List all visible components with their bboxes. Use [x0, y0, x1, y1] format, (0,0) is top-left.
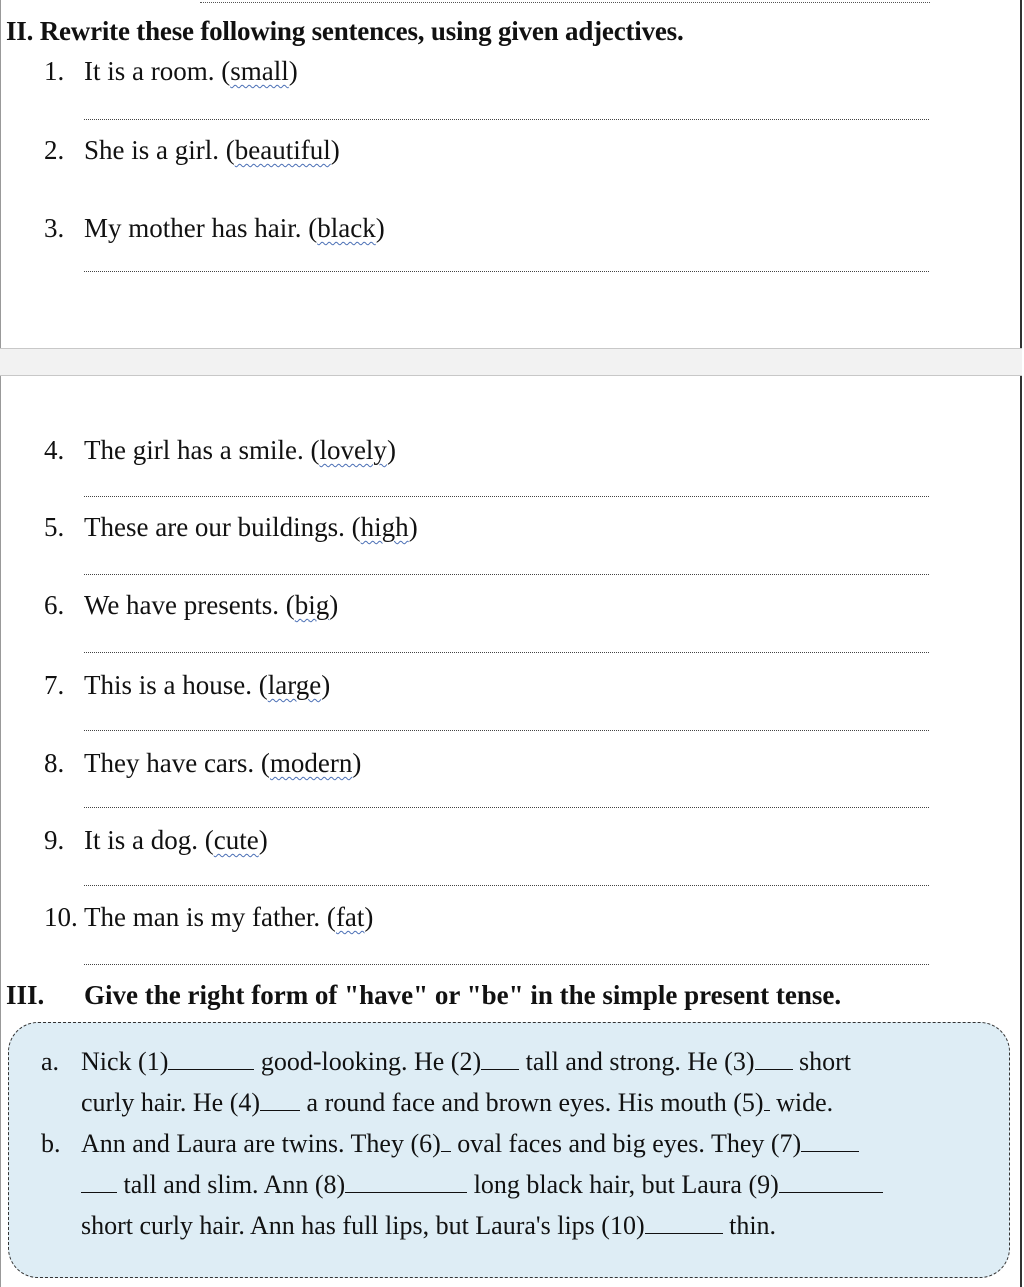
blank-1[interactable] [168, 1049, 254, 1070]
passage-box [8, 1022, 1010, 1278]
paragraph-line: tall and slim. Ann (8) long black hair, but Laura (9) [81, 1164, 883, 1205]
blank-9[interactable] [779, 1172, 883, 1193]
worksheet-page: II. Rewrite these following sentences, using given adjectives. 1. It is a room. (small) 2. She is a girl. (beautiful) 3. My mother has hair. (black) 4. The girl has a smile. (lovely) 5. These are our buildings. (high) 6. We have presents. (big) 7. This is a house. (large) 8. They have cars. (modern) 9. It is a dog. (cute) 10. The man is my father. (fat) III. Give the right form of "have" or "be" in the simple present tense. a. Nick (1) good-looking. He (2) tall and strong. He (3) short curly hair. He (4) a round face and brown eyes. His mouth (5) wide. b. Ann and Laura are twins. They (6) oval faces and big eyes. They (7) tall and slim. Ann (8) long black hair, but Laura (9) short curly hair. Ann has full lips, but Laura's lips (10) thin. [0, 0, 1024, 1287]
paragraph-label: a. [41, 1047, 60, 1076]
answer-line-9[interactable] [84, 885, 929, 886]
page-left-border [0, 0, 1, 1287]
item-adjective: lovely [319, 435, 387, 465]
paragraph-line: Nick (1) good-looking. He (2) tall and strong. He (3) short [81, 1047, 851, 1076]
answer-line-8[interactable] [84, 807, 929, 808]
answer-line-10[interactable] [84, 964, 929, 965]
answer-line-1[interactable] [84, 119, 929, 120]
item-number: 8. [44, 748, 65, 778]
item-adjective: cute [213, 825, 259, 855]
item-adjective: beautiful [234, 135, 331, 165]
item-number: 6. [44, 590, 65, 620]
section-3-title: Give the right form of "have" or "be" in the simple present tense. [84, 980, 842, 1010]
answer-line-7[interactable] [84, 730, 929, 731]
answer-line-3[interactable] [84, 271, 929, 272]
item-number: 9. [44, 825, 65, 855]
item-sentence: This is a house. ( [84, 670, 268, 700]
section-3-number: III. [6, 980, 45, 1010]
item-sentence: It is a room. ( [84, 56, 231, 86]
page-right-border [1020, 0, 1022, 1287]
item-number: 10. [44, 902, 78, 932]
blank-8[interactable] [345, 1172, 467, 1193]
item-number: 3. [44, 213, 65, 243]
paragraph-line: short curly hair. Ann has full lips, but Laura's lips (10) thin. [81, 1211, 777, 1240]
item-sentence: It is a dog. ( [84, 825, 214, 855]
answer-line-4[interactable] [84, 496, 929, 497]
item-adjective: modern [269, 748, 353, 778]
item-sentence: We have presents. ( [84, 590, 295, 620]
item-sentence: The man is my father. ( [84, 902, 336, 932]
answer-line-6[interactable] [84, 652, 929, 653]
page-break [0, 348, 1022, 376]
item-sentence: She is a girl. ( [84, 135, 235, 165]
item-number: 1. [44, 56, 65, 86]
blank-6[interactable] [441, 1131, 451, 1152]
item-adjective: big [294, 590, 330, 620]
item-adjective: large [267, 670, 322, 700]
item-adjective: black [317, 213, 376, 243]
section-2-title: II. Rewrite these following sentences, using given adjectives. [6, 16, 684, 46]
item-sentence: My mother has hair. ( [84, 213, 318, 243]
paragraph-line: curly hair. He (4) a round face and brown eyes. His mouth (5) wide. [81, 1088, 834, 1117]
top-dotted-line [200, 2, 930, 3]
blank-3[interactable] [755, 1049, 793, 1070]
item-adjective: high [360, 512, 409, 542]
paragraph-line: Ann and Laura are twins. They (6) oval faces and big eyes. They (7) [81, 1123, 859, 1164]
item-sentence: The girl has a smile. ( [84, 435, 320, 465]
item-sentence: They have cars. ( [84, 748, 270, 778]
item-number: 7. [44, 670, 65, 700]
blank-4[interactable] [260, 1090, 300, 1111]
item-number: 2. [44, 135, 65, 165]
item-number: 4. [44, 435, 65, 465]
answer-line-5[interactable] [84, 574, 929, 575]
item-adjective: small [230, 56, 289, 86]
item-sentence: These are our buildings. ( [84, 512, 361, 542]
blank-10[interactable] [645, 1213, 723, 1234]
blank-7-continued[interactable] [81, 1172, 117, 1193]
paragraph-label: b. [41, 1129, 61, 1158]
item-adjective: fat [335, 902, 365, 932]
blank-7[interactable] [801, 1131, 859, 1152]
item-number: 5. [44, 512, 65, 542]
blank-2[interactable] [481, 1049, 519, 1070]
